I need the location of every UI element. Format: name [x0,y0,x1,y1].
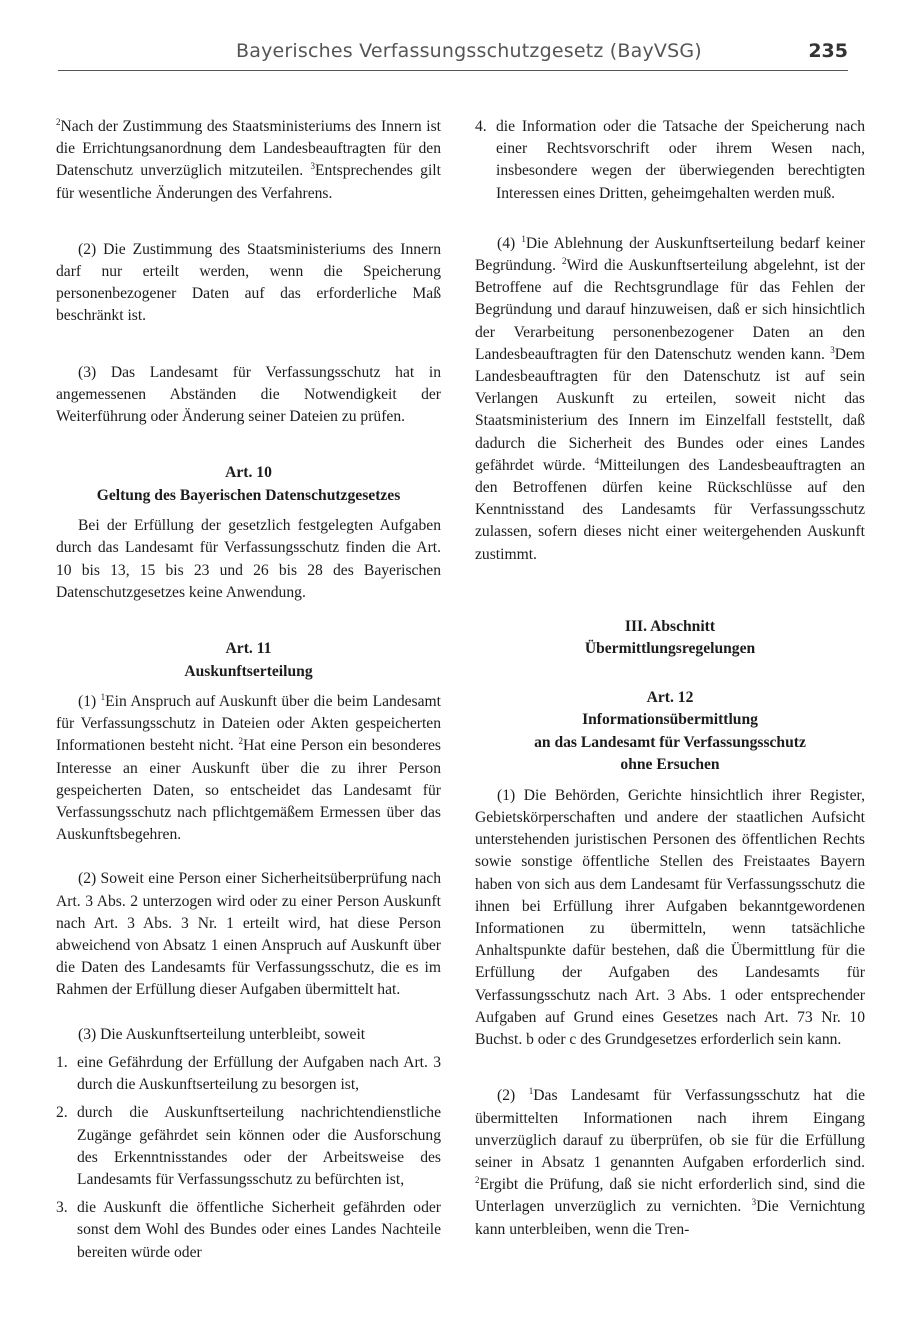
page-number: 235 [808,40,848,62]
art12-subtitle-3: ohne Ersuchen [620,756,720,774]
art12-paragraph-2: (2) $^1$Das Landesamt für Verfassungsschutz hat die übermittelten Informationen nach ihrem Eingang unverzüglich darauf zu überprüfen, ob sie für die Erfüllung seiner in Absatz 1 genannten Aufgaben erforderlich sind. $^2$Ergibt die Prüfung, daß sie nicht erforderlich sind, sind die Unterlagen unverzüglich zu vernichten. $^3$Die Vernichtung kann unterbleiben, wenn die Tren- [475,1086,865,1238]
art11-paragraph-2: (2) Soweit eine Person einer Sicherheitsüberprüfung nach Art. 3 Abs. 2 unterzogen wird oder zu einer Person Auskunft nach Art. 3 Abs. 3 Nr. 1 erteilt wird, hat diese Person abweichend von Absatz 1 einen Anspruch auf Auskunft über die Daten des Landesamts für Verfassungsschutz, die es im Rahmen der Erfüllung dieser Aufgaben übermittelt hat. [56,870,441,999]
right-column [475,116,865,1241]
art12-title: Art. 12 [646,688,694,706]
section-heading [475,616,865,661]
list-item: 1. eine Gefährdung der Erfüllung der Aufgaben nach Art. 3 durch die Auskunftserteilung zu besorgen ist, [56,1053,441,1094]
section-title: III. Abschnitt [624,617,716,635]
paragraph-4: (4) $^1$Die Ablehnung der Auskunftserteilung bedarf keiner Begründung. $^2$Wird die Auskunftserteilung abgelehnt, ist der Betroffene auf die Rechtsgrundlage für das Fehlen der Begründung und darauf hinzuweisen, daß er sich hinsichtlich der Verarbeitung personenbezogener Daten an den Landesbeauftragten für den Datenschutz wenden kann. $^3$Dem Landesbeauftragten für den Datenschutz ist auf sein Verlangen Auskunft zu erteilen, soweit nicht das Staatsministerium des Innern im Einzelfall feststellt, daß dadurch die Sicherheit des Bundes oder eines Landes gefährdet würde. $^4$Mitteilungen des Landesbeauftragten an den Betroffenen dürfen keine Rückschlüsse auf den Kenntnisstand des Landesamts für Verfassungsschutz zulassen, sofern dieses nicht einer weitergehenden Auskunft zustimmt. [475,233,865,563]
art12-paragraph-1: (1) Die Behörden, Gerichte hinsichtlich ihrer Register, Gebietskörperschaften und andere der staatlichen Aufsicht unterstehenden juristischen Personen des öffentlichen Rechts sowie sonstige öffentliche Stellen des Freistaates Bayern haben von sich aus dem Landesamt für Verfassungsschutz die ihnen bei Erfüllung ihrer Aufgaben bekanntgewordenen Informationen zu übermitteln, wenn tatsächliche Anhaltspunkte dafür bestehen, daß die Übermittlung für die Erfüllung der Aufgaben des Landesamts für Verfassungsschutz nach Art. 3 Abs. 1 oder entsprechender Aufgaben auf Grund eines Gesetzes nach Art. 73 Nr. 10 Buchst. b oder c des Grundgesetzes erforderlich sein kann. [475,786,865,1049]
art11-subtitle: Auskunftserteilung [184,662,313,680]
section-subtitle: Übermittlungsregelungen [584,640,756,658]
art11-paragraph-3: (3) Die Auskunftserteilung unterbleibt, soweit [78,1025,366,1043]
page-header [58,38,848,71]
art12-subtitle-1: Informationsübermittlung [582,711,758,729]
paragraph-2: (2) Die Zustimmung des Staatsministeriums des Innern darf nur erteilt werden, wenn die Speicherung personenbezogener Daten auf das erforderliche Maß beschränkt ist. [56,240,441,325]
art10-subtitle: Geltung des Bayerischen Datenschutzgesetzes [96,486,401,504]
list-item: 3. die Auskunft die öffentliche Sicherheit gefährden oder sonst dem Wohl des Bundes oder eines Landes Nachteile bereiten würde oder [56,1199,441,1261]
art11-title: Art. 11 [225,640,272,658]
paragraph-3: (3) Das Landesamt für Verfassungsschutz hat in angemessenen Abständen die Notwendigkeit der Weiterführung oder Änderung seiner Dateien zu prüfen. [56,363,441,426]
art11-heading [56,638,441,683]
art10-title: Art. 10 [225,464,272,482]
paragraph-continuation: $^2$Nach der Zustimmung des Staatsministeriums des Innern ist die Errichtungsanordnung dem Landesbeauftragten für den Datenschutz unverzüglich mitzuteilen. $^3$Entsprechendes gilt für wesentliche Änderungen des Verfahrens. [56,117,441,202]
left-column [56,116,441,1270]
art10-heading [56,462,441,507]
running-title: Bayerisches Verfassungsschutzgesetz (BayVSG) [236,40,702,62]
art11-paragraph-1: (1) $^1$Ein Anspruch auf Auskunft über die beim Landesamt für Verfassungsschutz in Dateien oder Akten gespeicherten Informationen besteht nicht. $^2$Hat eine Person ein besonderes Interesse an einer Auskunft über die zu ihrer Person gespeicherten Daten, so entscheidet das Landesamt für Verfassungsschutz nach pflichtgemäßem Ermessen über das Auskunftsbegehren. [56,692,441,844]
list-item: 4. die Information oder die Tatsache der Speicherung nach einer Rechtsvorschrift oder ihrem Wesen nach, insbesondere wegen der überwiegenden berechtigten Interessen eines Dritten, geheimgehalten werden muß. [475,118,865,202]
list-item: 2. durch die Auskunftserteilung nachrichtendienstliche Zugänge gefährdet sein können oder die Ausforschung des Erkenntnisstandes oder der Arbeitsweise des Landesamts für Verfassungsschutz zu befürchten ist, [56,1104,441,1188]
art10-text: Bei der Erfüllung der gesetzlich festgelegten Aufgaben durch das Landesamt für Verfassungsschutz finden die Art. 10 bis 13, 15 bis 23 und 26 bis 28 des Bayerischen Datenschutzgesetzes keine Anwendung. [56,517,441,601]
art12-heading [475,687,865,777]
art12-subtitle-2: an das Landesamt für Verfassungsschutz [534,733,806,751]
